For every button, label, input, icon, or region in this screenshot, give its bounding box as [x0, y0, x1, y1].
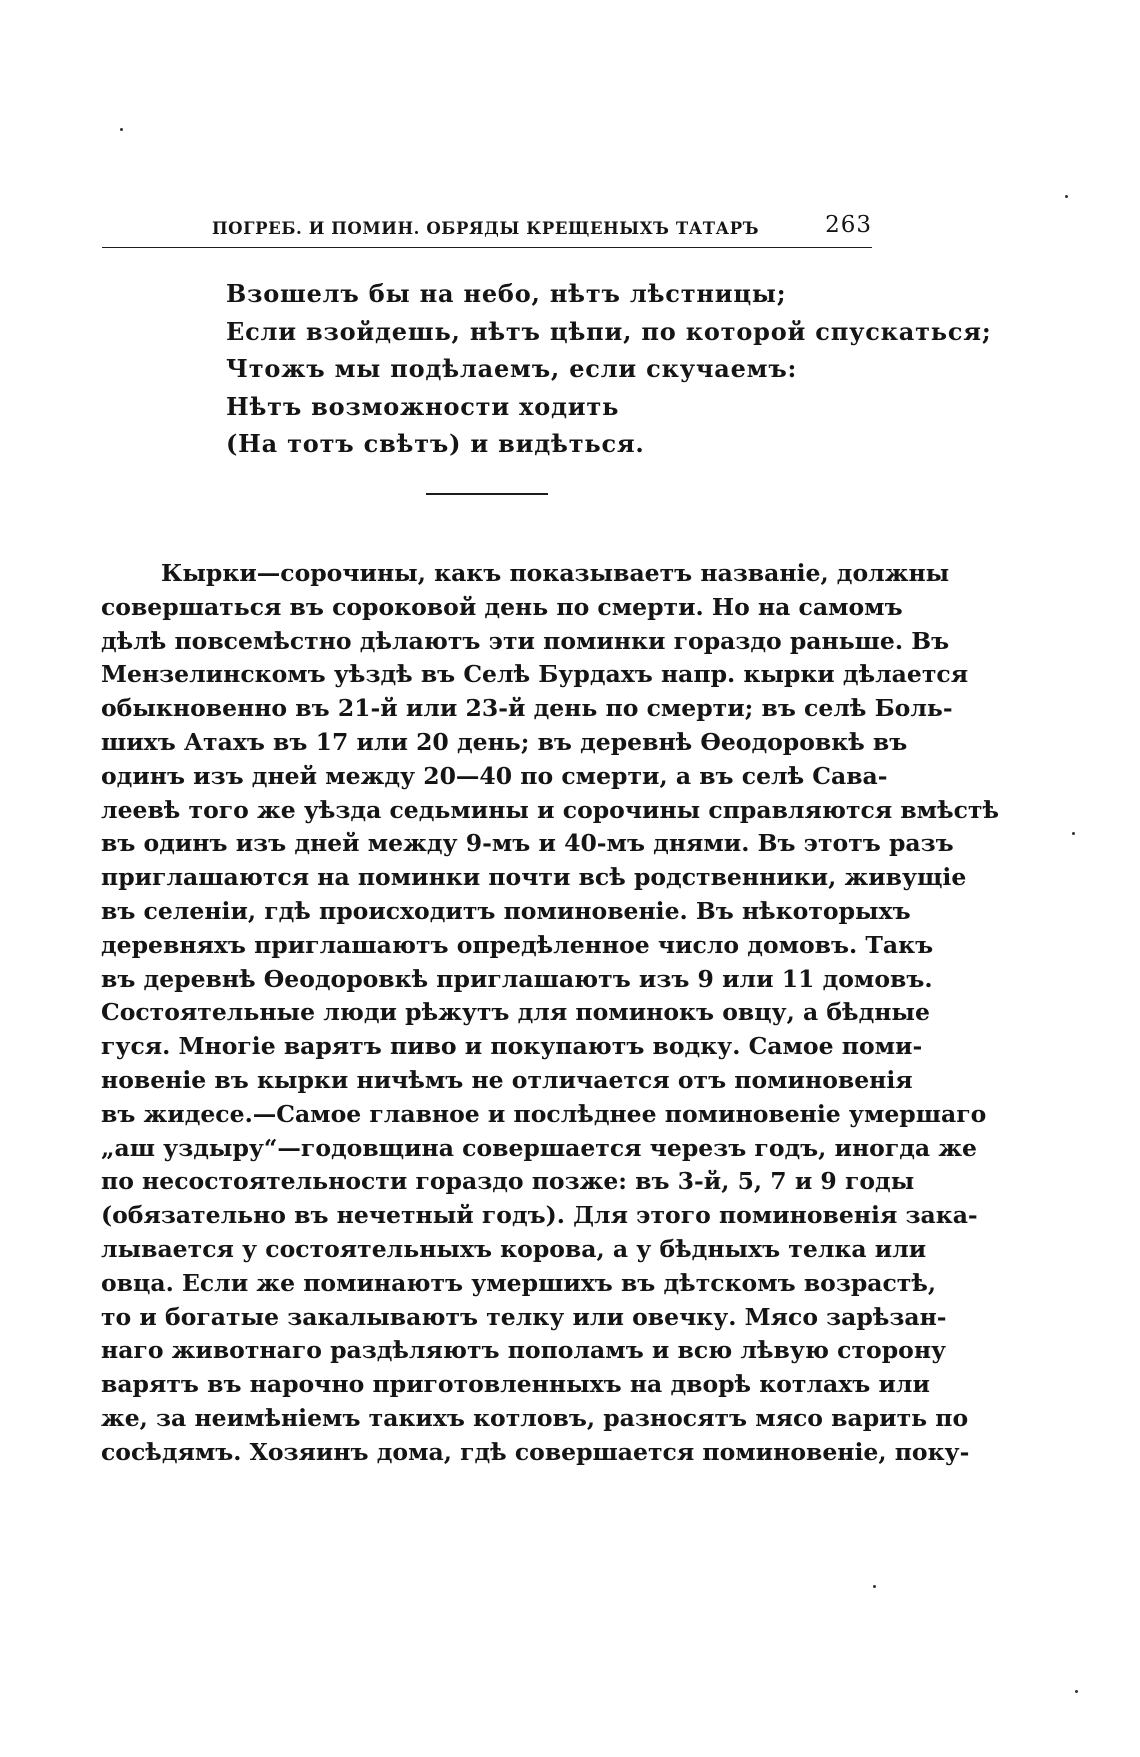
- section-divider: [426, 493, 548, 495]
- verse-line: Нѣтъ возможности ходить: [226, 391, 620, 421]
- verse-block: [226, 275, 992, 463]
- verse-line: Чтожъ мы подѣлаемъ, если скучаемъ:: [226, 354, 798, 383]
- body-paragraph: [101, 557, 1000, 1470]
- verse-line: Если взойдешь, нѣтъ цѣпи, по которой спускаться;: [226, 316, 992, 346]
- body-line: новеніе въ кырки ничѣмъ не отличается отъ поминовенія: [101, 1065, 913, 1094]
- scan-speck: [1075, 1690, 1078, 1693]
- scan-speck: [120, 128, 123, 131]
- body-line: въ жидесе.—Самое главное и послѣднее поминовеніе умершаго: [101, 1099, 987, 1128]
- body-line: шихъ Атахъ въ 17 или 20 день; въ деревнѣ Ѳеодоровкѣ въ: [101, 727, 908, 756]
- body-line: наго животнаго раздѣляютъ пополамъ и всю лѣвую сторону: [101, 1336, 947, 1365]
- body-line: лывается у состоятельныхъ корова, а у бѣдныхъ телка или: [101, 1234, 927, 1263]
- scan-speck: [1065, 195, 1068, 198]
- body-line: совершаться въ сороковой день по смерти. Но на самомъ: [101, 592, 903, 621]
- body-line: Кырки—сорочины, какъ показываетъ названіе, должны: [161, 559, 950, 587]
- body-line: овца. Если же поминаютъ умершихъ въ дѣтскомъ возрастѣ,: [101, 1268, 937, 1297]
- body-line: Состоятельные люди рѣжутъ для поминокъ овцу, а бѣдные: [101, 998, 930, 1027]
- verse-line: (На тотъ свѣтъ) и видѣться.: [226, 429, 645, 458]
- body-line: гуся. Многіе варятъ пиво и покупаютъ водку. Самое поми-: [101, 1032, 923, 1061]
- running-title: ПОГРЕБ. И ПОМИН. ОБРЯДЫ КРЕЩЕНЫХЪ ТАТАРЪ: [212, 219, 760, 238]
- body-line: то и богатые закалываютъ телку или овечку. Мясо зарѣзан-: [101, 1302, 947, 1331]
- verse-line: Взошелъ бы на небо, нѣтъ лѣстницы;: [226, 279, 787, 308]
- body-line: по несостоятельности гораздо позже: въ 3-й, 5, 7 и 9 годы: [101, 1167, 915, 1196]
- body-line: дѣлѣ повсемѣстно дѣлаютъ эти поминки гораздо раньше. Въ: [101, 626, 950, 655]
- body-line: приглашаются на поминки почти всѣ родственники, живущіе: [101, 863, 967, 892]
- body-line: въ одинъ изъ дней между 9-мъ и 40-мъ днями. Въ этотъ разъ: [101, 829, 954, 858]
- page-number: 263: [825, 212, 872, 238]
- body-line: „аш уздыру“—годовщина совершается черезъ годъ, иногда же: [101, 1133, 978, 1162]
- body-line: леевѣ того же уѣзда седьмины и сорочины справляются вмѣстѣ: [101, 795, 1000, 824]
- body-line: обыкновенно въ 21-й или 23-й день по смерти; въ селѣ Боль-: [101, 694, 953, 723]
- scan-speck: [1072, 832, 1075, 835]
- body-line: же, за неимѣніемъ такихъ котловъ, разносятъ мясо варить по: [101, 1403, 969, 1432]
- body-line: деревняхъ приглашаютъ опредѣленное число домовъ. Такъ: [101, 930, 934, 959]
- body-line: въ селеніи, гдѣ происходитъ поминовеніе. Въ нѣкоторыхъ: [101, 896, 911, 925]
- body-line: Мензелинскомъ уѣздѣ въ Селѣ Бурдахъ напр. кырки дѣлается: [101, 660, 969, 689]
- header-rule: [102, 247, 872, 248]
- body-line: варятъ въ нарочно приготовленныхъ на дворѣ котлахъ или: [101, 1370, 930, 1399]
- body-line: одинъ изъ дней между 20—40 по смерти, а въ селѣ Сава-: [101, 761, 888, 790]
- running-head: [102, 204, 872, 238]
- body-line: (обязательно въ нечетный годъ). Для этого поминовенія зака-: [101, 1201, 978, 1230]
- body-line: сосѣдямъ. Хозяинъ дома, гдѣ совершается поминовеніе, поку-: [101, 1437, 970, 1466]
- scan-speck: [873, 1585, 876, 1588]
- body-line: въ деревнѣ Ѳеодоровкѣ приглашаютъ изъ 9 или 11 домовъ.: [101, 964, 933, 993]
